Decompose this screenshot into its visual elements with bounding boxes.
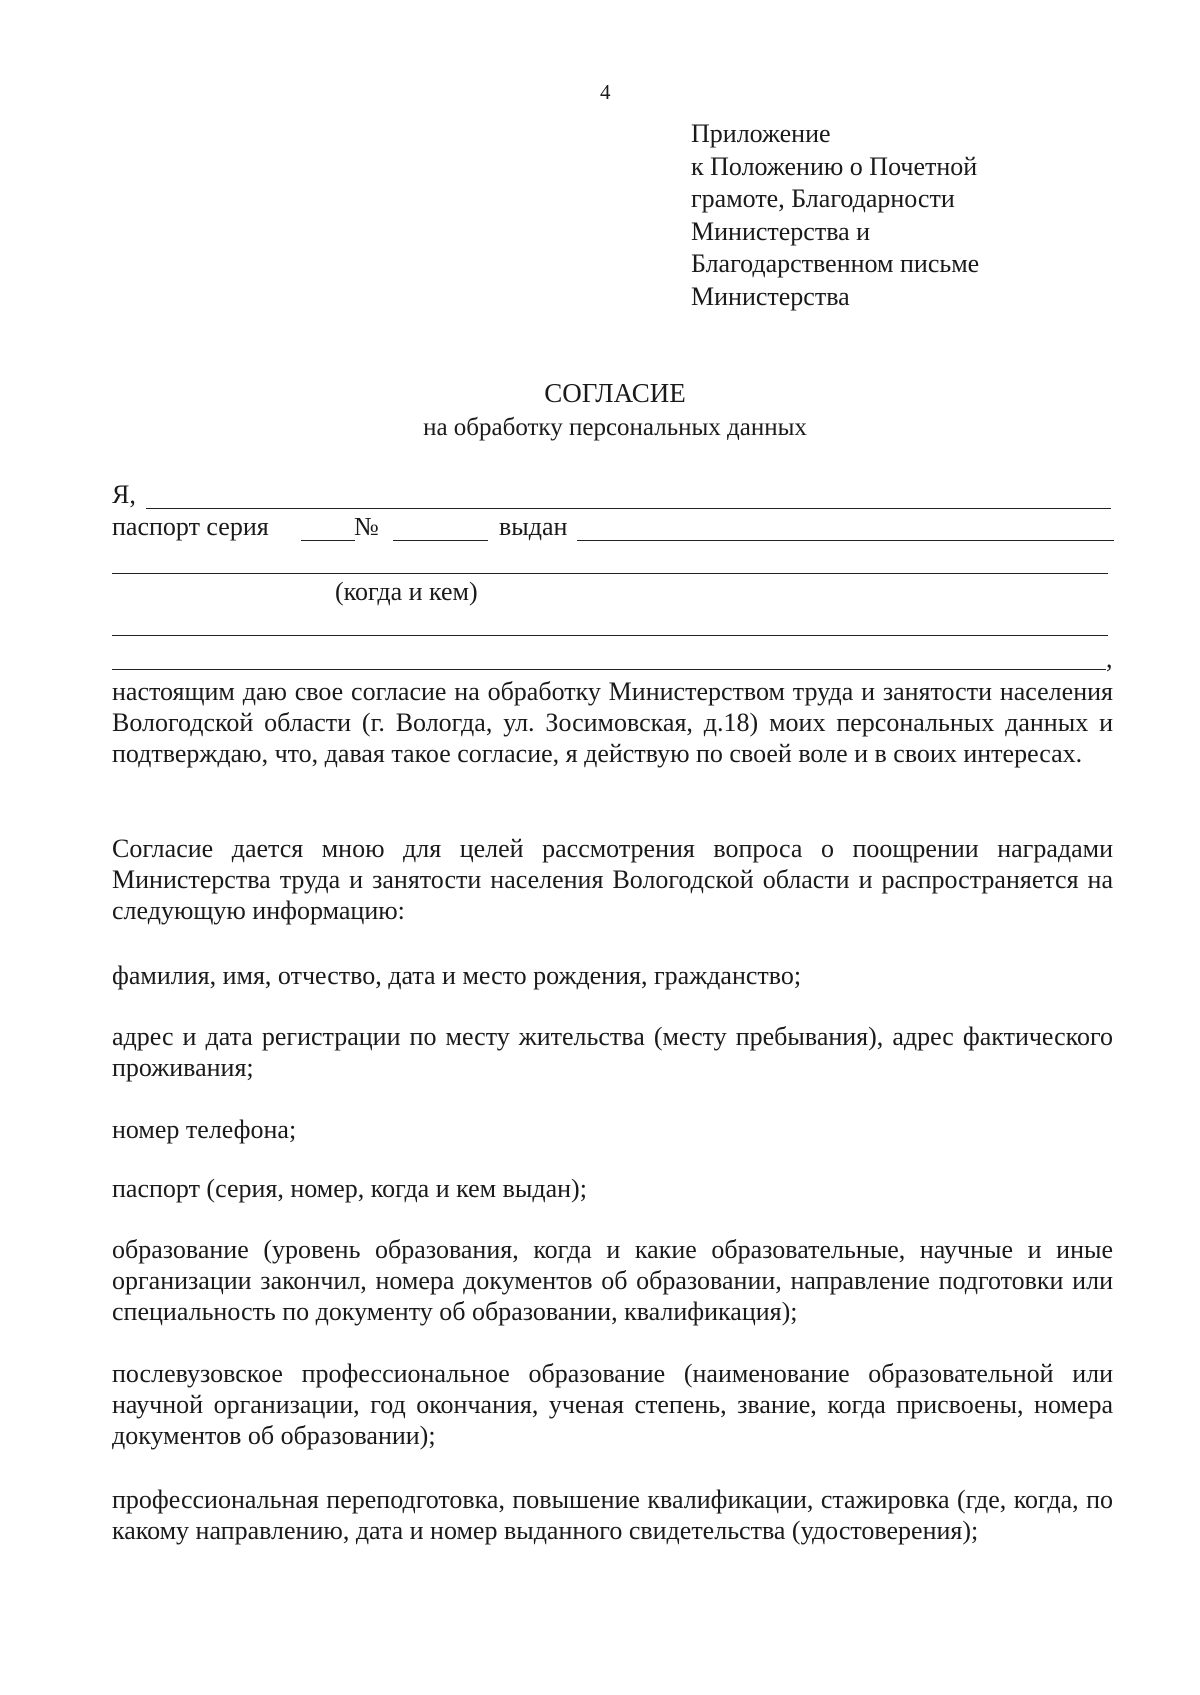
issued-by-field[interactable] bbox=[577, 540, 1114, 541]
info-item-name: фамилия, имя, отчество, дата и место рождения, гражданство; bbox=[112, 961, 802, 990]
passport-number-label: № bbox=[354, 512, 379, 541]
address-field-line-2[interactable] bbox=[112, 669, 1106, 670]
appendix-line: к Положению о Почетной bbox=[691, 151, 978, 181]
issued-by-field-continued[interactable] bbox=[112, 573, 1108, 574]
appendix-line: Благодарственном письме bbox=[691, 249, 980, 278]
document-subtitle: на обработку персональных данных bbox=[423, 414, 807, 441]
appendix-line: грамоте, Благодарности bbox=[691, 184, 955, 213]
info-item-phone: номер телефона; bbox=[112, 1115, 297, 1144]
info-item-address: адрес и дата регистрации по месту жительства (месту пребывания), адрес фактического проживания; bbox=[112, 1022, 1113, 1082]
appendix-line: Министерства и bbox=[691, 216, 871, 246]
full-name-field[interactable] bbox=[146, 508, 1111, 509]
info-item-postgraduate: послевузовское профессиональное образование (наименование образовательной или научной организации, год окончания, ученая степень, звание, когда присвоены, номера документов об образовании); bbox=[112, 1359, 1113, 1450]
address-field-line-1[interactable] bbox=[112, 635, 1108, 636]
ya-label: Я, bbox=[112, 480, 136, 509]
info-item-passport: паспорт (серия, номер, когда и кем выдан); bbox=[112, 1174, 587, 1203]
appendix-note bbox=[691, 118, 979, 313]
consent-paragraph: настоящим даю свое согласие на обработку Министерством труда и занятости населения Вологодской области (г. Вологда, ул. Зосимовская, д.18) моих персональных данных и подтверждаю, что, давая такое согласие, я действую по своей воле и в своих интересах. bbox=[112, 677, 1113, 768]
passport-series-label: паспорт серия bbox=[112, 512, 269, 541]
passport-number-field[interactable] bbox=[393, 540, 488, 541]
when-by-whom-hint: (когда и кем) bbox=[335, 577, 478, 606]
passport-series-field[interactable] bbox=[301, 540, 355, 541]
appendix-line: Приложение bbox=[691, 119, 831, 148]
trailing-comma: , bbox=[1106, 644, 1113, 673]
page-number: 4 bbox=[600, 80, 611, 104]
issued-label: выдан bbox=[499, 512, 568, 541]
purpose-paragraph: Согласие дается мною для целей рассмотрения вопроса о поощрении наградами Министерства труда и занятости населения Вологодской области и распространяется на следующую информацию: bbox=[112, 834, 1113, 925]
appendix-line: Министерства bbox=[691, 281, 850, 311]
document-title: СОГЛАСИЕ bbox=[544, 378, 686, 408]
info-item-retraining: профессиональная переподготовка, повышение квалификации, стажировка (где, когда, по какому направлению, дата и номер выданного свидетельства (удостоверения); bbox=[112, 1485, 1113, 1545]
info-item-education: образование (уровень образования, когда и какие образовательные, научные и иные организации закончил, номера документов об образовании, направление подготовки или специальность по документу об образовании, квалификация); bbox=[112, 1235, 1113, 1326]
